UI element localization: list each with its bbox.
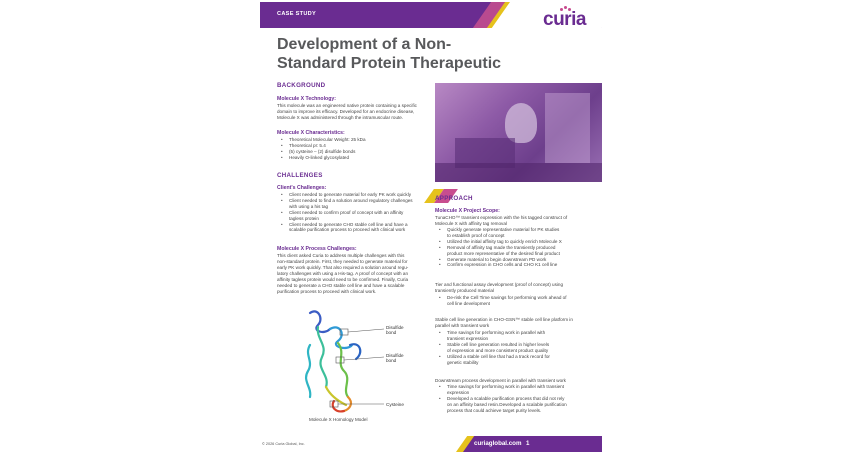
background-heading: BACKGROUND — [277, 82, 326, 89]
client-challenges-heading: Client's Challenges: — [277, 185, 327, 191]
molecule-caption: Molecule X Homology Model — [309, 417, 368, 422]
list-item: • Time savings for performing work in parallel with transient expression — [438, 384, 602, 396]
list-item: • Utilized the initial affinity tag to quickly enrich Molecule X — [438, 239, 602, 245]
list-item: • Client needed to confirm proof of concept with an affinity tagless protein — [280, 210, 440, 222]
process-challenges-text: This client asked Curia to address multiple challenges with this non-standard protein. First, they needed to generate material for early PK work quickly. That also required a solution around regu- latory challenges with using a His-tag. A proof of concept with an affinity tagless protein would need to be confirmed. Finally, Curia needed to generate a CHO stable cell line and have a scalable purification process to proceed with clinical work. — [277, 253, 409, 294]
characteristics-list — [280, 137, 430, 161]
list-item: • De-risk the Cell Time savings for performing work ahead of cell line development — [438, 295, 602, 307]
list-item: • Confirm expression in CHO cells and CHO K1 cell line — [438, 262, 602, 268]
stable-list — [438, 330, 602, 365]
header-band — [260, 2, 602, 28]
technology-heading: Molecule X Technology: — [277, 96, 336, 102]
list-item: • Client needed to generate material for early PK work quickly — [280, 192, 440, 198]
scope-intro: TunaCHO™ transient expression with the his tagged construct of Molecule X with affinity tag removal — [435, 215, 568, 226]
list-item: • Stable cell line generation resulted in higher levels of expression and more consistent product quality — [438, 342, 602, 354]
cysteine-label: Cysteine — [386, 402, 404, 407]
website-link[interactable]: curiaglobal.com — [474, 440, 522, 447]
list-item: • (5) cysteine – (2) disulfide bonds — [280, 149, 430, 155]
disulfide-label-2: Disulfide — [386, 353, 404, 358]
technology-text: This molecule was an engineered native protein containing a specific domain to improve its efficacy. Developed for an endocrine disease, Molecule X was administered through the intramuscular route. — [277, 103, 417, 120]
page-number: 1 — [526, 440, 530, 447]
stable-text: Stable cell line generation in CHO-GSN™ stable cell line platform in parallel with transient work — [435, 317, 573, 328]
scope-list — [438, 227, 602, 268]
approach-heading: APPROACH — [435, 195, 473, 202]
disulfide-label-1b: bond — [386, 330, 397, 335]
page-title: Development of a Non-Standard Protein Therapeutic — [277, 36, 502, 72]
challenges-heading: CHALLENGES — [277, 172, 323, 179]
project-scope-heading: Molecule X Project Scope: — [435, 208, 500, 214]
list-item: • Utilized a stable cell line that had a track record for genetic stability — [438, 354, 602, 366]
tier-text: Tier and functional assay development (proof of concept) using transiently produced material — [435, 282, 564, 293]
process-challenges-heading: Molecule X Process Challenges: — [277, 246, 357, 252]
downstream-text: Downstream process development in parallel with transient work — [435, 378, 566, 383]
case-study-label: CASE STUDY — [277, 11, 317, 17]
copyright-text: © 2026 Curia Global, Inc. — [262, 442, 305, 446]
molecule-homology-model — [290, 305, 430, 415]
tier-list — [438, 295, 602, 307]
list-item: • Theoretical Molecular Weight: 25 kDa — [280, 137, 430, 143]
disulfide-label-1: Disulfide — [386, 325, 404, 330]
list-item: • Heavily O-linked glycosylated — [280, 155, 430, 161]
list-item: • Client needed to generate CHO stable cell line and have a scalable purification process to proceed with clinical work — [280, 222, 440, 234]
list-item: • Removal of affinity tag made the transiently produced product more representative of the desired final product — [438, 245, 602, 257]
lab-photo — [435, 83, 602, 182]
footer — [260, 436, 602, 452]
list-item: • Client needed to find a solution around regulatory challenges with using a his tag — [280, 198, 440, 210]
list-item: • Generate material to begin downstream PD work — [438, 257, 602, 263]
downstream-list — [438, 384, 602, 414]
list-item: • Quickly generate representative material for PK studies to establish proof of concept — [438, 227, 602, 239]
list-item: • Theoretical pI: 5.4 — [280, 143, 430, 149]
case-study-page — [260, 0, 602, 452]
characteristics-heading: Molecule X Characteristics: — [277, 130, 345, 136]
list-item: • Time savings for performing work in parallel with transient expression — [438, 330, 602, 342]
client-challenges-list — [280, 192, 440, 233]
list-item: • Developed a scalable purification process that did not rely on an affinity based resin.Developed a scalable purification process that could achieve target purity levels. — [438, 396, 602, 414]
disulfide-label-2b: bond — [386, 358, 397, 363]
curia-logo: curia — [543, 9, 586, 30]
